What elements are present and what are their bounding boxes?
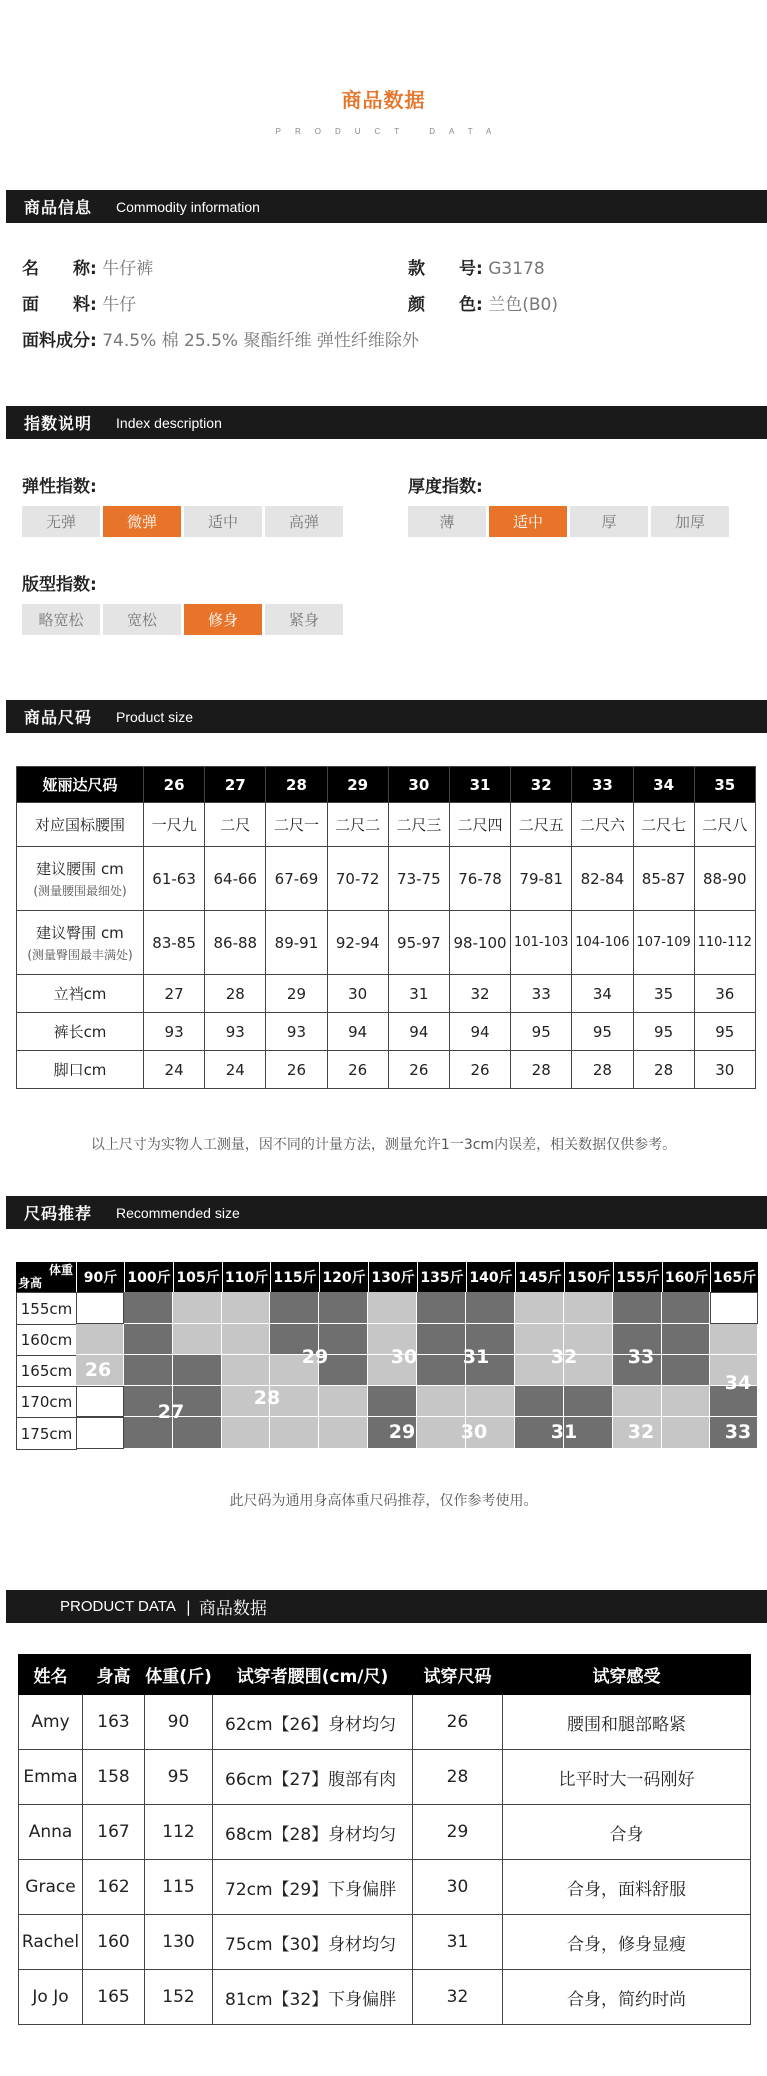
trial-header-cell: 体重(斤)	[145, 1655, 213, 1695]
size-cell: 一尺九	[144, 803, 205, 847]
trial-bar-sep: |	[185, 1597, 191, 1616]
size-cell: 30	[327, 975, 388, 1013]
size-header-cell: 32	[511, 767, 572, 803]
recommend-size-label: 29	[388, 1421, 416, 1443]
recommend-cell	[319, 1386, 368, 1417]
recommend-cell	[319, 1292, 368, 1324]
size-row-label	[17, 1051, 144, 1089]
size-cell: 94	[327, 1013, 388, 1051]
recommend-weight: 160斤	[663, 1262, 710, 1292]
fit-chip: 紧身	[265, 604, 343, 635]
recommend-size-label: 29	[301, 1346, 329, 1368]
recommend-weight: 145斤	[516, 1262, 564, 1292]
recommend-cell	[173, 1324, 222, 1355]
size-cell: 86-88	[205, 911, 266, 975]
trial-cell: Grace	[19, 1860, 83, 1915]
size-cell: 93	[205, 1013, 266, 1051]
trial-cell: 29	[413, 1805, 503, 1860]
size-cell: 26	[449, 1051, 510, 1089]
recommend-weight: 135斤	[418, 1262, 466, 1292]
size-row	[17, 975, 756, 1013]
page-subtitle: PRODUCT DATA	[275, 127, 506, 136]
elastic-chip: 适中	[184, 506, 262, 537]
thick-chip: 适中	[489, 506, 567, 537]
size-row	[17, 803, 756, 847]
recommend-cell	[466, 1386, 515, 1417]
recommend-cell	[662, 1417, 710, 1449]
size-cell: 61-63	[144, 847, 205, 911]
size-cell: 95	[511, 1013, 572, 1051]
index-bar-en: Index description	[116, 414, 222, 431]
size-cell: 94	[449, 1013, 510, 1051]
trial-cell: 130	[145, 1915, 213, 1970]
recommend-cell	[319, 1417, 368, 1449]
size-row-label-text: 建议腰围 cm	[36, 860, 124, 878]
size-cell: 35	[633, 975, 694, 1013]
recommend-height: 155cm	[16, 1292, 77, 1325]
elastic-chip: 高弹	[265, 506, 343, 537]
recommend-weight: 105斤	[174, 1262, 222, 1292]
recommend-size-label: 34	[724, 1372, 752, 1394]
trial-header-cell: 姓名	[19, 1655, 83, 1695]
size-cell: 94	[388, 1013, 449, 1051]
size-header-cell: 28	[266, 767, 327, 803]
recommend-cell	[124, 1324, 173, 1355]
trial-cell: 90	[145, 1695, 213, 1750]
trial-cell: 合身	[503, 1805, 751, 1860]
size-row-label	[17, 847, 144, 911]
trial-cell: Amy	[19, 1695, 83, 1750]
thick-label: 厚度指数:	[408, 477, 483, 497]
trial-cell: 合身，简约时尚	[503, 1970, 751, 2025]
index-bar	[6, 406, 767, 439]
trial-cell: 68cm【28】身材均匀	[213, 1805, 413, 1860]
trial-row	[19, 1695, 751, 1750]
trial-header-cell: 试穿者腰围(cm/尺)	[213, 1655, 413, 1695]
size-cell: 85-87	[633, 847, 694, 911]
trial-row	[19, 1750, 751, 1805]
size-row-label	[17, 975, 144, 1013]
recommend-weight: 90斤	[77, 1262, 124, 1292]
size-cell: 28	[205, 975, 266, 1013]
recommend-cell	[466, 1292, 515, 1324]
size-header-cell: 35	[694, 767, 755, 803]
size-cell: 88-90	[694, 847, 755, 911]
trial-cell: 72cm【29】下身偏胖	[213, 1860, 413, 1915]
recommend-size-label: 30	[460, 1421, 488, 1443]
info-fabric-value: 牛仔	[102, 295, 137, 315]
info-color-label: 颜 色:	[408, 295, 483, 315]
recommend-cell	[368, 1386, 417, 1417]
size-cell: 28	[633, 1051, 694, 1089]
trial-cell: 160	[83, 1915, 145, 1970]
trial-cell: 115	[145, 1860, 213, 1915]
info-color-value: 兰色(B0)	[488, 295, 558, 315]
thick-chip: 厚	[570, 506, 648, 537]
recommend-size-label: 27	[157, 1401, 185, 1423]
recommend-weight: 110斤	[223, 1262, 270, 1292]
size-row	[17, 1013, 756, 1051]
recommend-cell	[222, 1355, 270, 1386]
recommend-cell	[662, 1355, 710, 1386]
recommend-cell	[515, 1292, 564, 1324]
trial-cell: 167	[83, 1805, 145, 1860]
trial-table	[18, 1654, 751, 2025]
size-cell: 二尺二	[327, 803, 388, 847]
info-style-label: 款 号:	[408, 259, 483, 279]
size-note: 以上尺寸为实物人工测量，因不同的计量方法，测量允许1一3cm内误差，相关数据仅供参考。	[90, 1137, 677, 1153]
size-cell: 29	[266, 975, 327, 1013]
recommend-cell	[710, 1324, 758, 1355]
size-cell: 二尺八	[694, 803, 755, 847]
size-cell: 95-97	[388, 911, 449, 975]
size-cell: 92-94	[327, 911, 388, 975]
trial-cell: Jo Jo	[19, 1970, 83, 2025]
trial-cell: 165	[83, 1970, 145, 2025]
recommend-cell	[417, 1386, 466, 1417]
size-bar	[6, 700, 767, 733]
recommend-cell	[613, 1292, 662, 1324]
recommend-size-label: 30	[390, 1346, 418, 1368]
size-cell: 32	[449, 975, 510, 1013]
size-row-sublabel: (测量腰围最细处)	[33, 884, 127, 898]
trial-header-cell: 试穿尺码	[413, 1655, 503, 1695]
size-cell: 107-109	[633, 911, 694, 975]
size-row	[17, 847, 756, 911]
size-row-label-text: 对应国标腰围	[34, 816, 125, 834]
elastic-chip: 无弹	[22, 506, 100, 537]
info-name	[22, 254, 153, 279]
size-header-cell: 30	[388, 767, 449, 803]
recommend-weight: 130斤	[369, 1262, 417, 1292]
info-comp-label: 面料成分:	[22, 331, 97, 351]
elastic-chip: 微弹	[103, 506, 181, 537]
recommend-weight: 150斤	[565, 1262, 613, 1292]
trial-bar	[6, 1590, 767, 1623]
recommend-cell	[417, 1292, 466, 1324]
size-header-cell: 29	[327, 767, 388, 803]
recommend-cell	[173, 1355, 222, 1386]
size-cell: 76-78	[449, 847, 510, 911]
recommend-cell	[124, 1292, 173, 1324]
size-cell: 95	[633, 1013, 694, 1051]
thick-chips	[408, 506, 729, 537]
size-cell: 79-81	[511, 847, 572, 911]
trial-cell: 31	[413, 1915, 503, 1970]
size-cell: 67-69	[266, 847, 327, 911]
trial-cell: 81cm【32】下身偏胖	[213, 1970, 413, 2025]
recommend-cell	[515, 1386, 564, 1417]
trial-cell: 合身，修身显瘦	[503, 1915, 751, 1970]
size-cell: 26	[266, 1051, 327, 1089]
recommend-cell	[76, 1324, 124, 1355]
thick-chip: 薄	[408, 506, 486, 537]
trial-row	[19, 1915, 751, 1970]
elastic-chips	[22, 506, 343, 537]
recommend-cell	[222, 1417, 270, 1449]
fit-chip: 略宽松	[22, 604, 100, 635]
trial-cell: 腰围和腿部略紧	[503, 1695, 751, 1750]
trial-cell: 163	[83, 1695, 145, 1750]
recommend-cell	[222, 1324, 270, 1355]
recommend-height: 160cm	[16, 1324, 77, 1356]
recommend-height: 165cm	[16, 1355, 77, 1387]
size-row-label	[17, 803, 144, 847]
trial-cell: 158	[83, 1750, 145, 1805]
size-cell: 26	[388, 1051, 449, 1089]
size-cell: 二尺一	[266, 803, 327, 847]
trial-header-cell: 试穿感受	[503, 1655, 751, 1695]
size-cell: 110-112	[694, 911, 755, 975]
size-cell: 70-72	[327, 847, 388, 911]
size-row-label	[17, 911, 144, 975]
size-row-label-text: 脚口cm	[53, 1061, 107, 1079]
size-row-sublabel: (测量臀围最丰满处)	[27, 948, 133, 962]
size-cell: 73-75	[388, 847, 449, 911]
trial-row	[19, 1970, 751, 2025]
recommend-bar-en: Recommended size	[116, 1204, 240, 1221]
recommend-cell	[368, 1292, 417, 1324]
recommend-cell	[76, 1292, 124, 1324]
recommend-cell	[270, 1292, 319, 1324]
size-row-label-text: 建议臀围 cm	[36, 924, 124, 942]
fit-chips	[22, 604, 343, 635]
size-cell: 95	[572, 1013, 633, 1051]
trial-cell: 162	[83, 1860, 145, 1915]
size-cell: 101-103	[511, 911, 572, 975]
info-style	[408, 254, 545, 279]
recommend-corner	[16, 1262, 76, 1292]
size-cell: 93	[144, 1013, 205, 1051]
recommend-weight: 165斤	[711, 1262, 758, 1292]
size-cell: 26	[327, 1051, 388, 1089]
trial-cell: Emma	[19, 1750, 83, 1805]
recommend-cell	[270, 1417, 319, 1449]
fit-chip: 修身	[184, 604, 262, 635]
size-cell: 33	[511, 975, 572, 1013]
trial-cell: 30	[413, 1860, 503, 1915]
info-name-value: 牛仔裤	[102, 259, 154, 279]
recommend-bar-zh: 尺码推荐	[24, 1204, 93, 1223]
size-header-cell: 33	[572, 767, 633, 803]
size-cell: 82-84	[572, 847, 633, 911]
recommend-cell	[564, 1386, 613, 1417]
recommend-height: 170cm	[16, 1386, 77, 1418]
size-cell: 98-100	[449, 911, 510, 975]
size-cell: 104-106	[572, 911, 633, 975]
recommend-size-label: 31	[462, 1346, 490, 1368]
recommend-grid	[16, 1262, 758, 1454]
commodity-bar-en: Commodity information	[116, 198, 260, 215]
recommend-weight: 120斤	[320, 1262, 368, 1292]
recommend-weight: 115斤	[271, 1262, 319, 1292]
commodity-bar	[6, 190, 767, 223]
recommend-size-label: 33	[627, 1346, 655, 1368]
trial-cell: 合身，面料舒服	[503, 1860, 751, 1915]
trial-cell: 66cm【27】腹部有肉	[213, 1750, 413, 1805]
size-cell: 36	[694, 975, 755, 1013]
size-header-label: 娅丽达尺码	[17, 767, 144, 803]
size-cell: 二尺三	[388, 803, 449, 847]
thick-chip: 加厚	[651, 506, 729, 537]
info-comp-value: 74.5% 棉 25.5% 聚酯纤维 弹性纤维除外	[102, 331, 419, 351]
recommend-weight: 155斤	[614, 1262, 662, 1292]
recommend-size-label: 33	[724, 1421, 752, 1443]
size-cell: 64-66	[205, 847, 266, 911]
size-cell: 93	[266, 1013, 327, 1051]
trial-cell: Rachel	[19, 1915, 83, 1970]
corner-weight: 体重	[48, 1263, 73, 1277]
size-cell: 二尺七	[633, 803, 694, 847]
info-style-value: G3178	[488, 259, 545, 279]
size-cell: 83-85	[144, 911, 205, 975]
trial-cell: 95	[145, 1750, 213, 1805]
recommend-cell	[173, 1292, 222, 1324]
trial-header-cell: 身高	[83, 1655, 145, 1695]
commodity-bar-zh: 商品信息	[24, 198, 93, 217]
recommend-weight: 140斤	[467, 1262, 515, 1292]
recommend-size-label: 32	[550, 1346, 578, 1368]
size-cell: 24	[144, 1051, 205, 1089]
recommend-cell	[662, 1324, 710, 1355]
trial-row	[19, 1860, 751, 1915]
recommend-cell	[76, 1386, 124, 1417]
trial-cell: 112	[145, 1805, 213, 1860]
recommend-cell	[662, 1292, 710, 1324]
trial-bar-zh: 商品数据	[198, 1599, 267, 1619]
trial-cell: 26	[413, 1695, 503, 1750]
recommend-size-label: 31	[550, 1421, 578, 1443]
recommend-bar	[6, 1196, 767, 1229]
recommend-size-label: 26	[84, 1359, 112, 1381]
page-title: 商品数据	[341, 88, 426, 112]
size-row	[17, 911, 756, 975]
recommend-cell	[564, 1292, 613, 1324]
size-cell: 95	[694, 1013, 755, 1051]
size-cell: 31	[388, 975, 449, 1013]
size-cell: 24	[205, 1051, 266, 1089]
size-cell: 28	[572, 1051, 633, 1089]
size-cell: 34	[572, 975, 633, 1013]
size-header-cell: 27	[205, 767, 266, 803]
recommend-cell	[710, 1292, 758, 1324]
size-cell: 二尺五	[511, 803, 572, 847]
trial-bar-en: PRODUCT DATA	[60, 1598, 176, 1615]
size-bar-zh: 商品尺码	[24, 708, 93, 727]
trial-row	[19, 1805, 751, 1860]
trial-cell: 比平时大一码刚好	[503, 1750, 751, 1805]
recommend-cell	[222, 1292, 270, 1324]
size-header-cell: 26	[144, 767, 205, 803]
trial-cell: Anna	[19, 1805, 83, 1860]
recommend-cell	[76, 1417, 124, 1449]
size-cell: 二尺四	[449, 803, 510, 847]
size-row-label	[17, 1013, 144, 1051]
trial-cell: 152	[145, 1970, 213, 2025]
info-fabric	[22, 290, 136, 315]
fit-chip: 宽松	[103, 604, 181, 635]
size-bar-en: Product size	[116, 708, 194, 725]
index-bar-zh: 指数说明	[24, 414, 93, 433]
recommend-note: 此尺码为通用身高体重尺码推荐，仅作参考使用。	[229, 1493, 538, 1509]
recommend-weight: 100斤	[125, 1262, 173, 1292]
size-cell: 89-91	[266, 911, 327, 975]
recommend-cell	[662, 1386, 710, 1417]
elastic-label: 弹性指数:	[22, 477, 97, 497]
info-color	[408, 290, 558, 315]
recommend-size-label: 32	[627, 1421, 655, 1443]
page-title-block	[0, 84, 767, 136]
info-name-label: 名 称:	[22, 259, 97, 279]
size-row-label-text: 立裆cm	[53, 985, 107, 1003]
corner-height: 身高	[18, 1276, 43, 1290]
recommend-cell	[613, 1386, 662, 1417]
size-table	[16, 766, 756, 1089]
fit-label: 版型指数:	[22, 575, 97, 595]
size-row	[17, 1051, 756, 1089]
info-composition	[22, 326, 419, 351]
size-cell: 28	[511, 1051, 572, 1089]
trial-cell: 32	[413, 1970, 503, 2025]
size-cell: 二尺	[205, 803, 266, 847]
info-fabric-label: 面 料:	[22, 295, 97, 315]
size-header-cell: 34	[633, 767, 694, 803]
trial-cell: 28	[413, 1750, 503, 1805]
recommend-height: 175cm	[16, 1417, 77, 1450]
size-header-cell: 31	[449, 767, 510, 803]
size-cell: 27	[144, 975, 205, 1013]
size-cell: 30	[694, 1051, 755, 1089]
recommend-size-label: 28	[253, 1387, 281, 1409]
trial-cell: 75cm【30】身材均匀	[213, 1915, 413, 1970]
size-row-label-text: 裤长cm	[53, 1023, 107, 1041]
size-cell: 二尺六	[572, 803, 633, 847]
recommend-cell	[124, 1355, 173, 1386]
trial-cell: 62cm【26】身材均匀	[213, 1695, 413, 1750]
